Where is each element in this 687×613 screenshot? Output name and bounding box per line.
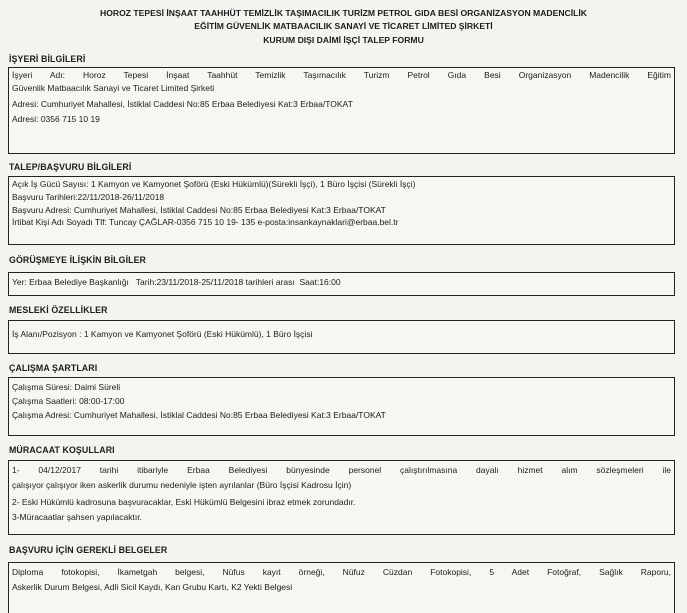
- section-title-belgeler: BAŞVURU İÇİN GEREKLİ BELGELER: [9, 545, 168, 555]
- muracaat-item-1-line1: 1- 04/12/2017 tarihi itibariyle Erbaa Belediyesi bünyesinde personel çalıştırılmasına dayalı hizmet alım sözleşmeleri ile: [12, 465, 671, 475]
- section-box-calisma: [8, 377, 675, 436]
- talep-dates: Başvuru Tarihleri:22/11/2018-26/11/2018: [12, 191, 165, 202]
- isyeri-phone: Adresi: 0356 715 10 19: [12, 114, 100, 125]
- muracaat-item-2: 2- Eski Hükümlü kadrosuna başvuracaklar, Eski Hükümlü Belgesini ibraz etmek zorundadır.: [12, 496, 356, 507]
- isyeri-address: Adresi: Cumhuriyet Mahallesi, İstiklal Caddesi No:85 Erbaa Belediyesi Kat:3 Erbaa/TOKAT: [12, 98, 353, 109]
- muracaat-item-1-line2: çalışıyor çalışıyor iken askerlik durumu nedeniyle işten ayrılanlar (Büro İşçisi Kadrosu İçin): [12, 479, 352, 490]
- isyeri-name-line2: Güvenlik Matbaacılık Sanayi ve Ticaret Limited Şirketi: [12, 82, 215, 93]
- talep-workforce: Açık İş Gücü Sayısı: 1 Kamyon ve Kamyonet Şoförü (Eski Hükümlü)(Sürekli İşçi), 1 Büro İşçisi (Sürekli İşçi): [12, 179, 416, 189]
- form-title: KURUM DIŞI DAİMİ İŞÇİ TALEP FORMU: [263, 35, 424, 45]
- section-title-talep: TALEP/BAŞVURU BİLGİLERİ: [9, 162, 132, 172]
- company-name-line2: EĞİTİM GÜVENLİK MATBAACILIK SANAYİ VE TİCARET LİMİTED ŞİRKETİ: [194, 21, 493, 31]
- section-box-gorusme: [8, 272, 675, 296]
- section-box-muracaat: [8, 460, 675, 535]
- section-box-mesleki: [8, 320, 675, 354]
- section-title-mesleki: MESLEKİ ÖZELLİKLER: [9, 305, 108, 315]
- muracaat-item-3: 3-Müracaatlar şahsen yapılacaktır.: [12, 512, 142, 523]
- talep-contact: İrtibat Kişi Adı Soyadı Tlf: Tuncay ÇAĞLAR-0356 715 10 19- 135 e-posta:insankaynaklari@erbaa.bel.tr: [12, 217, 399, 228]
- section-title-isyeri: İŞYERİ BİLGİLERİ: [9, 54, 86, 64]
- gorusme-info: Yer: Erbaa Belediye Başkanlığı Tarih:23/11/2018-25/11/2018 tarihleri arası Saat:16:00: [12, 277, 341, 287]
- company-name-line1: HOROZ TEPESİ İNŞAAT TAAHHÜT TEMİZLİK TAŞIMACILIK TURİZM PETROL GIDA BESİ ORGANİZASYON MADENCİLİK: [100, 8, 587, 18]
- calisma-hours: Çalışma Saatleri: 08:00-17:00: [12, 395, 125, 406]
- section-box-belgeler: [8, 562, 675, 613]
- section-title-gorusme: GÖRÜŞMEYE İLİŞKİN BİLGİLER: [9, 255, 147, 265]
- section-title-calisma: ÇALIŞMA ŞARTLARI: [9, 363, 98, 373]
- calisma-address: Çalışma Adresi: Cumhuriyet Mahallesi, İstiklal Caddesi No:85 Erbaa Belediyesi Kat:3 Erbaa/TOKAT: [12, 409, 386, 420]
- isyeri-name-line1: İşyeri Adı: Horoz Tepesi İnşaat Taahhüt Temizlik Taşımacılık Turizm Petrol Gıda Besi Organizasyon Madencilik Eğitim: [12, 70, 671, 80]
- belgeler-line2: Askerlik Durum Belgesi, Adli Sicil Kaydı, Kan Grubu Kartı, K2 Yekti Belgesi: [12, 581, 293, 592]
- calisma-duration: Çalışma Süresi: Daimi Süreli: [12, 382, 121, 392]
- section-title-muracaat: MÜRACAAT KOŞULLARI: [9, 445, 115, 455]
- talep-address: Başvuru Adresi: Cumhuriyet Mahallesi, İstiklal Caddesi No:85 Erbaa Belediyesi Kat:3 Erbaa/TOKAT: [12, 204, 386, 215]
- belgeler-line1: Diploma fotokopisi, İkametgah belgesi, Nüfus kayıt örneği, Nüfuz Cüzdan Fotokopisi, 5 Adet Fotoğraf, Sağlık Raporu,: [12, 567, 671, 577]
- section-box-isyeri: [8, 67, 675, 154]
- section-box-talep: [8, 176, 675, 245]
- mesleki-position: İş Alanı/Pozisyon : 1 Kamyon ve Kamyonet Şoförü (Eski Hükümlü), 1 Büro İşçisi: [12, 329, 313, 339]
